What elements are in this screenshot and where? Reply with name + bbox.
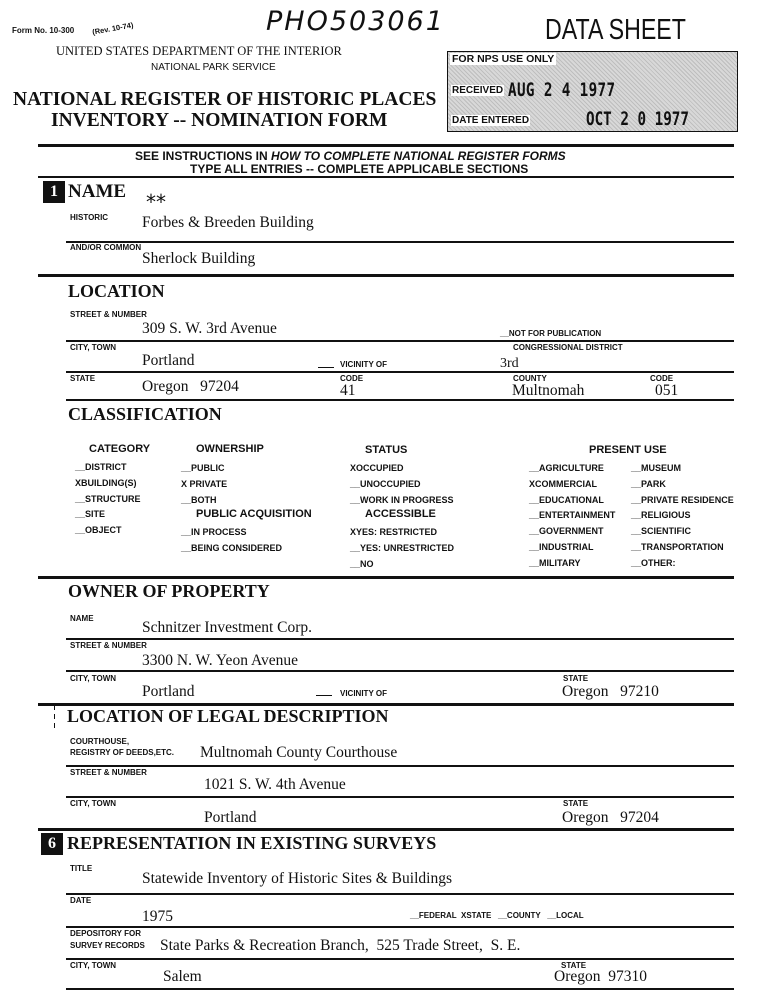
survey-title-value: Statewide Inventory of Historic Sites & Buildings (142, 870, 452, 887)
form-title-line2: INVENTORY -- NOMINATION FORM (51, 110, 388, 131)
classification-option: __BOTH (181, 494, 217, 505)
section-title-classification: CLASSIFICATION (68, 404, 222, 424)
ownership-header: OWNERSHIP (196, 443, 264, 455)
city-label: CITY, TOWN (70, 343, 117, 352)
service-name: NATIONAL PARK SERVICE (151, 62, 276, 73)
owner-name-value: Schnitzer Investment Corp. (142, 619, 313, 636)
owner-city-label: CITY, TOWN (70, 674, 117, 683)
owner-state-label: STATE (563, 674, 589, 683)
legal-city-value: Portland (204, 809, 257, 826)
survey-title-label: TITLE (70, 864, 93, 873)
street-label: STREET & NUMBER (70, 310, 147, 319)
vicinity-blank (316, 695, 332, 696)
classification-option: __SITE (75, 509, 106, 520)
public-acquisition-header: PUBLIC ACQUISITION (196, 508, 312, 520)
classification-option: __WORK IN PROGRESS (350, 494, 454, 505)
classification-option: __SCIENTIFIC (631, 526, 692, 537)
state-label: STATE (70, 374, 96, 383)
rule (66, 670, 734, 672)
instructions-line1 (135, 149, 566, 163)
owner-street-value: 3300 N. W. Yeon Avenue (142, 652, 299, 669)
status-header: STATUS (365, 444, 408, 456)
owner-vicinity-label: VICINITY OF (340, 689, 387, 698)
rule (38, 828, 734, 831)
classification-option: __IN PROCESS (181, 527, 247, 537)
accessible-header: ACCESSIBLE (365, 508, 436, 520)
section-title-location: LOCATION (68, 281, 165, 301)
classification-option: __INDUSTRIAL (529, 542, 594, 552)
classification-option: X PRIVATE (181, 478, 228, 489)
classification-option: XOCCUPIED (350, 463, 404, 473)
depository-label: DEPOSITORY FOR (70, 929, 141, 938)
owner-state-value: Oregon 97210 (562, 683, 659, 700)
rule (66, 399, 734, 401)
legal-state-label: STATE (563, 799, 589, 808)
rule (66, 926, 734, 928)
rule (38, 274, 734, 277)
survey-date-value: 1975 (142, 908, 173, 925)
owner-city-value: Portland (142, 683, 195, 700)
section-title-legal: LOCATION OF LEGAL DESCRIPTION (67, 706, 389, 726)
classification-option: XBUILDING(S) (75, 477, 137, 488)
classification-option: __PRIVATE RESIDENCE (631, 494, 734, 505)
handwritten-id: PHO503061 (266, 6, 445, 37)
rule (38, 176, 734, 178)
department-name: UNITED STATES DEPARTMENT OF THE INTERIOR (56, 44, 342, 58)
registry-label: REGISTRY OF DEEDS,ETC. (70, 748, 175, 757)
classification-option: __AGRICULTURE (529, 463, 604, 473)
rule (66, 796, 734, 798)
classification-option: __NO (350, 558, 374, 569)
legal-city-label: CITY, TOWN (70, 799, 117, 808)
street-value: 309 S. W. 3rd Avenue (142, 320, 277, 337)
margin-mark (54, 723, 55, 728)
survey-levels: __FEDERAL XSTATE __COUNTY __LOCAL (410, 911, 584, 920)
classification-option: __TRANSPORTATION (631, 542, 724, 552)
legal-street-label: STREET & NUMBER (70, 768, 147, 777)
classification-option: __RELIGIOUS (631, 510, 691, 521)
rule (38, 144, 734, 147)
congressional-district-label: CONGRESSIONAL DISTRICT (513, 343, 623, 352)
classification-option: __GOVERNMENT (529, 526, 604, 537)
instructions-line2: TYPE ALL ENTRIES -- COMPLETE APPLICABLE SECTIONS (190, 162, 529, 176)
state-value: Oregon 97204 (142, 378, 239, 395)
rule (38, 576, 734, 579)
survey-city-label: CITY, TOWN (70, 961, 117, 970)
owner-name-label: NAME (70, 614, 94, 623)
margin-mark (54, 706, 55, 710)
section-number: 1 (43, 181, 65, 203)
legal-state-value: Oregon 97204 (562, 809, 659, 826)
historic-name-value: Forbes & Breeden Building (142, 214, 314, 231)
county-code-label: CODE (650, 374, 674, 383)
rule (66, 371, 734, 373)
classification-option: __ENTERTAINMENT (529, 510, 616, 521)
survey-date-label: DATE (70, 896, 92, 905)
vicinity-blank (318, 367, 334, 368)
rule (66, 638, 734, 640)
rule (66, 765, 734, 767)
depository-value: State Parks & Recreation Branch, 525 Trade Street, S. E. (160, 937, 521, 954)
owner-street-label: STREET & NUMBER (70, 641, 147, 650)
survey-records-label: SURVEY RECORDS (70, 941, 145, 950)
rule (66, 893, 734, 895)
classification-option: XYES: RESTRICTED (350, 527, 438, 537)
county-code-value: 051 (655, 382, 679, 399)
county-value: Multnomah (512, 382, 585, 399)
classification-option: __UNOCCUPIED (350, 478, 421, 489)
date-entered-value: OCT 2 0 1977 (586, 108, 689, 130)
rule (66, 340, 734, 342)
classification-option: __YES: UNRESTRICTED (350, 542, 455, 553)
nps-box-title: FOR NPS USE ONLY (452, 53, 555, 65)
classification-option: __BEING CONSIDERED (181, 542, 283, 553)
form-revision: (Rev. 10-74) (91, 20, 135, 37)
form-title-line1: NATIONAL REGISTER OF HISTORIC PLACES (13, 89, 437, 110)
classification-option: __PUBLIC (181, 463, 225, 473)
section-title-owner: OWNER OF PROPERTY (68, 581, 270, 601)
classification-option: __OTHER: (631, 557, 676, 568)
margin-mark (54, 714, 55, 719)
historic-label: HISTORIC (70, 213, 109, 222)
asterisk-mark: ** (146, 190, 166, 214)
survey-city-value: Salem (163, 968, 202, 985)
classification-option: __OBJECT (75, 525, 122, 536)
classification-option: XCOMMERCIAL (529, 478, 597, 489)
courthouse-value: Multnomah County Courthouse (200, 744, 398, 761)
rule (66, 958, 734, 960)
congressional-district-value: 3rd (500, 356, 519, 371)
legal-street-value: 1021 S. W. 4th Avenue (204, 776, 346, 793)
classification-option: __MILITARY (529, 557, 581, 568)
classification-option: __DISTRICT (75, 462, 127, 472)
present-use-header: PRESENT USE (589, 444, 667, 456)
rule (66, 241, 734, 243)
data-sheet-label: DATA SHEET (545, 14, 686, 46)
form-number: Form No. 10-300 (12, 26, 75, 35)
common-name-label: AND/OR COMMON (70, 243, 142, 252)
classification-option: __PARK (631, 478, 666, 489)
section-number: 6 (41, 833, 63, 855)
vicinity-label: VICINITY OF (340, 360, 387, 369)
category-header: CATEGORY (89, 443, 151, 455)
instructions-italic: HOW TO COMPLETE NATIONAL REGISTER FORMS (271, 149, 566, 163)
classification-option: __STRUCTURE (75, 493, 141, 504)
courthouse-label: COURTHOUSE, (70, 737, 130, 746)
rule (66, 988, 734, 990)
common-name-value: Sherlock Building (142, 250, 256, 267)
classification-option: __MUSEUM (631, 463, 682, 473)
survey-state-label: STATE (561, 961, 587, 970)
county-label: COUNTY (513, 374, 547, 383)
received-date: AUG 2 4 1977 (508, 79, 616, 101)
state-code-value: 41 (340, 382, 356, 399)
city-value: Portland (142, 352, 195, 369)
instructions-prefix: SEE INSTRUCTIONS IN (135, 149, 272, 163)
classification-option: __EDUCATIONAL (529, 494, 604, 505)
not-for-publication: __NOT FOR PUBLICATION (500, 329, 602, 338)
date-entered-label: DATE ENTERED (452, 115, 530, 126)
survey-state-value: Oregon 97310 (554, 968, 647, 985)
section-title-name: NAME (68, 181, 127, 202)
code-label: CODE (340, 374, 364, 383)
nps-use-box (447, 51, 738, 132)
section-title-surveys: REPRESENTATION IN EXISTING SURVEYS (67, 833, 437, 853)
received-label: RECEIVED (452, 85, 504, 96)
